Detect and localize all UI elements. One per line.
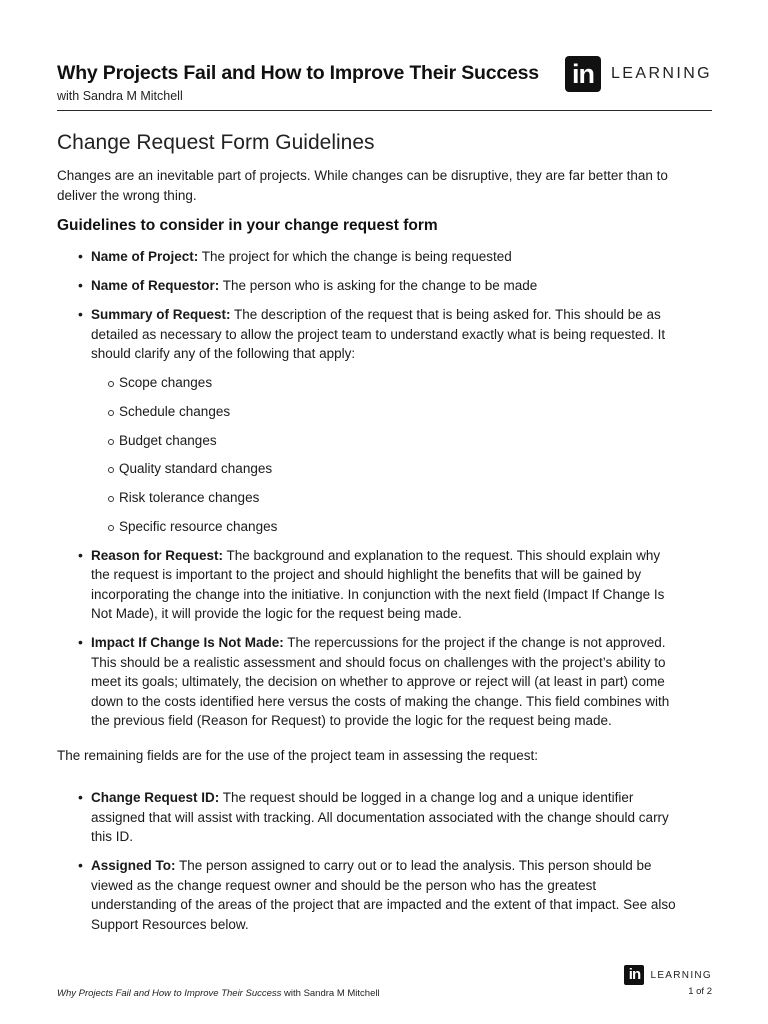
sublist-item: Risk tolerance changes <box>91 488 682 508</box>
document-page <box>57 0 712 1024</box>
item-text: The request should be logged in a change log and a unique identifier assigned that will assist with tracking. All documentation associated with the change should carry this ID. <box>91 790 669 844</box>
list-item <box>57 633 682 731</box>
sublist-item: Quality standard changes <box>91 459 682 479</box>
item-text: The description of the request that is being asked for. This should be as detailed as necessary to allow the project team to understand exactly what is being requested. It should clarify any of the following that apply: <box>91 307 666 361</box>
remaining-fields-intro: The remaining fields are for the use of the project team in assessing the request: <box>57 748 539 763</box>
document-author: with Sandra M Mitchell <box>57 89 183 103</box>
footer-citation <box>57 988 380 999</box>
sublist-item: Specific resource changes <box>91 517 682 537</box>
item-text: The person who is asking for the change to be made <box>219 278 538 293</box>
section-title: Change Request Form Guidelines <box>57 131 375 154</box>
footer-author: with Sandra M Mitchell <box>281 988 380 999</box>
list-item <box>57 247 682 267</box>
list-item <box>57 276 682 296</box>
item-text: The person assigned to carry out or to lead the analysis. This person should be viewed as the change request owner and should be the person who has the greatest understanding of the areas of the project that are impacted and the extent of that impact. See also Support Resources below. <box>91 858 676 932</box>
summary-sublist <box>91 373 682 536</box>
sublist-item: Schedule changes <box>91 402 682 422</box>
intro-paragraph: Changes are an inevitable part of projects. While changes can be disruptive, they are far better than to deliver the wrong thing. <box>57 168 668 203</box>
item-term: Summary of Request: <box>91 307 231 322</box>
brand-wordmark: LEARNING <box>611 65 712 82</box>
item-text: The project for which the change is being requested <box>198 249 512 264</box>
sublist-item: Budget changes <box>91 431 682 451</box>
footer-title: Why Projects Fail and How to Improve Their Success <box>57 988 282 999</box>
list-item <box>57 546 682 624</box>
item-term: Change Request ID: <box>91 790 220 805</box>
item-term: Impact If Change Is Not Made: <box>91 635 284 651</box>
list-item <box>57 856 682 934</box>
item-term: Name of Project: <box>91 249 199 264</box>
document-title: Why Projects Fail and How to Improve Their Success <box>57 62 539 84</box>
guidelines-list <box>57 247 682 740</box>
item-term: Reason for Request: <box>91 547 224 563</box>
brand-wordmark: LEARNING <box>650 969 712 981</box>
item-term: Name of Requestor: <box>91 278 220 293</box>
document-header <box>57 60 712 111</box>
list-item <box>57 788 682 847</box>
sublist-item: Scope changes <box>91 373 682 393</box>
page-number: 1 of 2 <box>688 986 712 997</box>
list-item <box>57 305 682 536</box>
linkedin-icon: in <box>624 965 644 985</box>
guidelines-heading: Guidelines to consider in your change request form <box>57 217 438 234</box>
linkedin-learning-logo <box>565 56 712 92</box>
team-fields-list <box>57 788 682 944</box>
item-term: Assigned To: <box>91 858 176 873</box>
item-text: The background and explanation to the request. This should explain why the request is important to the project and should highlight the benefits that will be gained by incorporating the change into the initiative. In conjunction with the next field (Impact If Change Is Not Made), it will provide the logic for the request being made. <box>91 547 665 622</box>
footer-linkedin-learning-logo <box>624 965 712 985</box>
linkedin-icon: in <box>565 56 601 92</box>
item-text: The repercussions for the project if the change is not approved. This should be a realistic assessment and should focus on challenges with the project’s ability to meet its goals; ultimately, the decision on whether to approve or reject will (at least in part) come down to the costs identified here versus the costs of making the change. This field combines with the previous field (Reason for Request) to provide the logic for the request being made. <box>91 635 670 729</box>
